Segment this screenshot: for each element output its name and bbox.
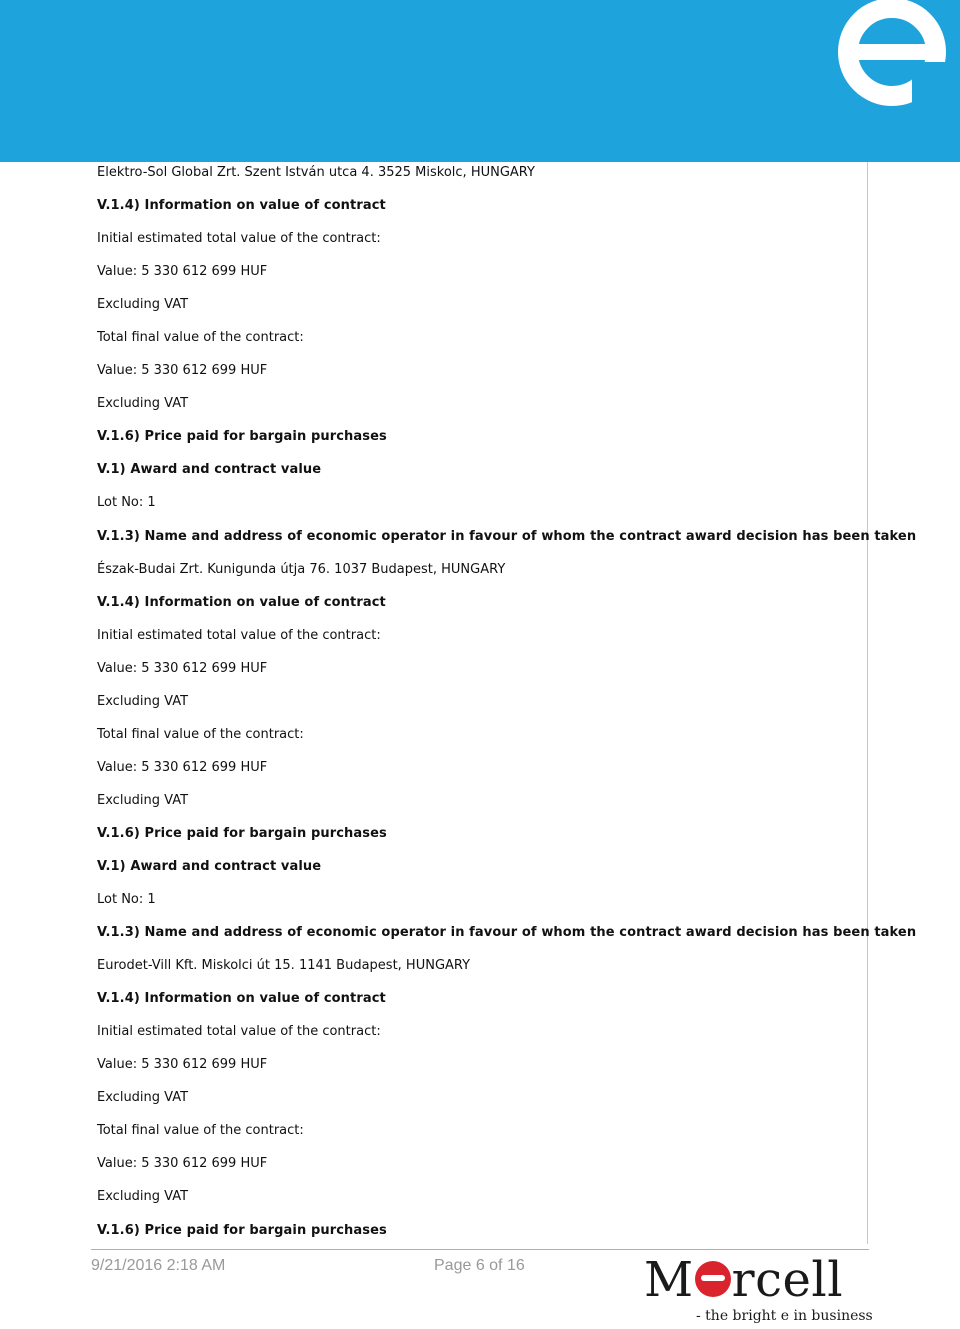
- text-line: Value: 5 330 612 699 HUF: [97, 1156, 268, 1172]
- section-heading: V.1.6) Price paid for bargain purchases: [97, 429, 387, 445]
- brand-wordmark: [644, 1252, 843, 1308]
- text-line: Lot No: 1: [97, 495, 156, 511]
- text-line: Elektro-Sol Global Zrt. Szent István utca 4. 3525 Miskolc, HUNGARY: [97, 165, 535, 180]
- text-line: Lot No: 1: [97, 892, 156, 908]
- text-line: Initial estimated total value of the contract:: [97, 231, 381, 247]
- section-heading: V.1.3) Name and address of economic operator in favour of whom the contract award decision has been taken: [97, 528, 917, 544]
- brand-e-icon: [695, 1261, 731, 1297]
- text-line: Excluding VAT: [97, 1090, 189, 1106]
- text-line: Excluding VAT: [97, 297, 189, 313]
- section-heading: V.1) Award and contract value: [97, 858, 322, 874]
- brand-word-start: M: [644, 1252, 694, 1308]
- text-line: Total final value of the contract:: [97, 1123, 304, 1139]
- page-header-banner: [0, 0, 960, 162]
- section-heading: V.1.4) Information on value of contract: [97, 198, 386, 214]
- brand-tagline: - the bright e in business: [696, 1308, 873, 1324]
- footer-page-number: Page 6 of 16: [434, 1257, 525, 1274]
- text-line: Value: 5 330 612 699 HUF: [97, 363, 268, 379]
- section-heading: V.1.3) Name and address of economic operator in favour of whom the contract award decision has been taken: [97, 925, 917, 941]
- text-line: Value: 5 330 612 699 HUF: [97, 264, 268, 280]
- text-line: Total final value of the contract:: [97, 330, 304, 346]
- text-line: Value: 5 330 612 699 HUF: [97, 759, 268, 775]
- footer-divider: [91, 1249, 869, 1250]
- section-heading: V.1.6) Price paid for bargain purchases: [97, 1222, 387, 1238]
- marcell-logo: [640, 1252, 873, 1329]
- text-line: Value: 5 330 612 699 HUF: [97, 660, 268, 676]
- text-line: Excluding VAT: [97, 1189, 189, 1205]
- footer-datetime: 9/21/2016 2:18 AM: [91, 1257, 226, 1274]
- text-line: Total final value of the contract:: [97, 726, 304, 742]
- text-line: Excluding VAT: [97, 396, 189, 412]
- document-body: [97, 163, 917, 1254]
- section-heading: V.1.4) Information on value of contract: [97, 594, 386, 610]
- text-line: Eurodet-Vill Kft. Miskolci út 15. 1141 Budapest, HUNGARY: [97, 958, 471, 974]
- section-heading: V.1.4) Information on value of contract: [97, 991, 386, 1007]
- text-line: Excluding VAT: [97, 693, 189, 709]
- brand-word-end: rcell: [731, 1252, 844, 1308]
- section-heading: V.1.6) Price paid for bargain purchases: [97, 825, 387, 841]
- e-logo-icon: [820, 0, 960, 110]
- text-line: Initial estimated total value of the contract:: [97, 627, 381, 643]
- text-line: Excluding VAT: [97, 792, 189, 808]
- text-line: Észak-Budai Zrt. Kunigunda útja 76. 1037 Budapest, HUNGARY: [97, 561, 506, 577]
- text-line: Value: 5 330 612 699 HUF: [97, 1057, 268, 1073]
- text-line: Initial estimated total value of the contract:: [97, 1024, 381, 1040]
- section-heading: V.1) Award and contract value: [97, 462, 322, 478]
